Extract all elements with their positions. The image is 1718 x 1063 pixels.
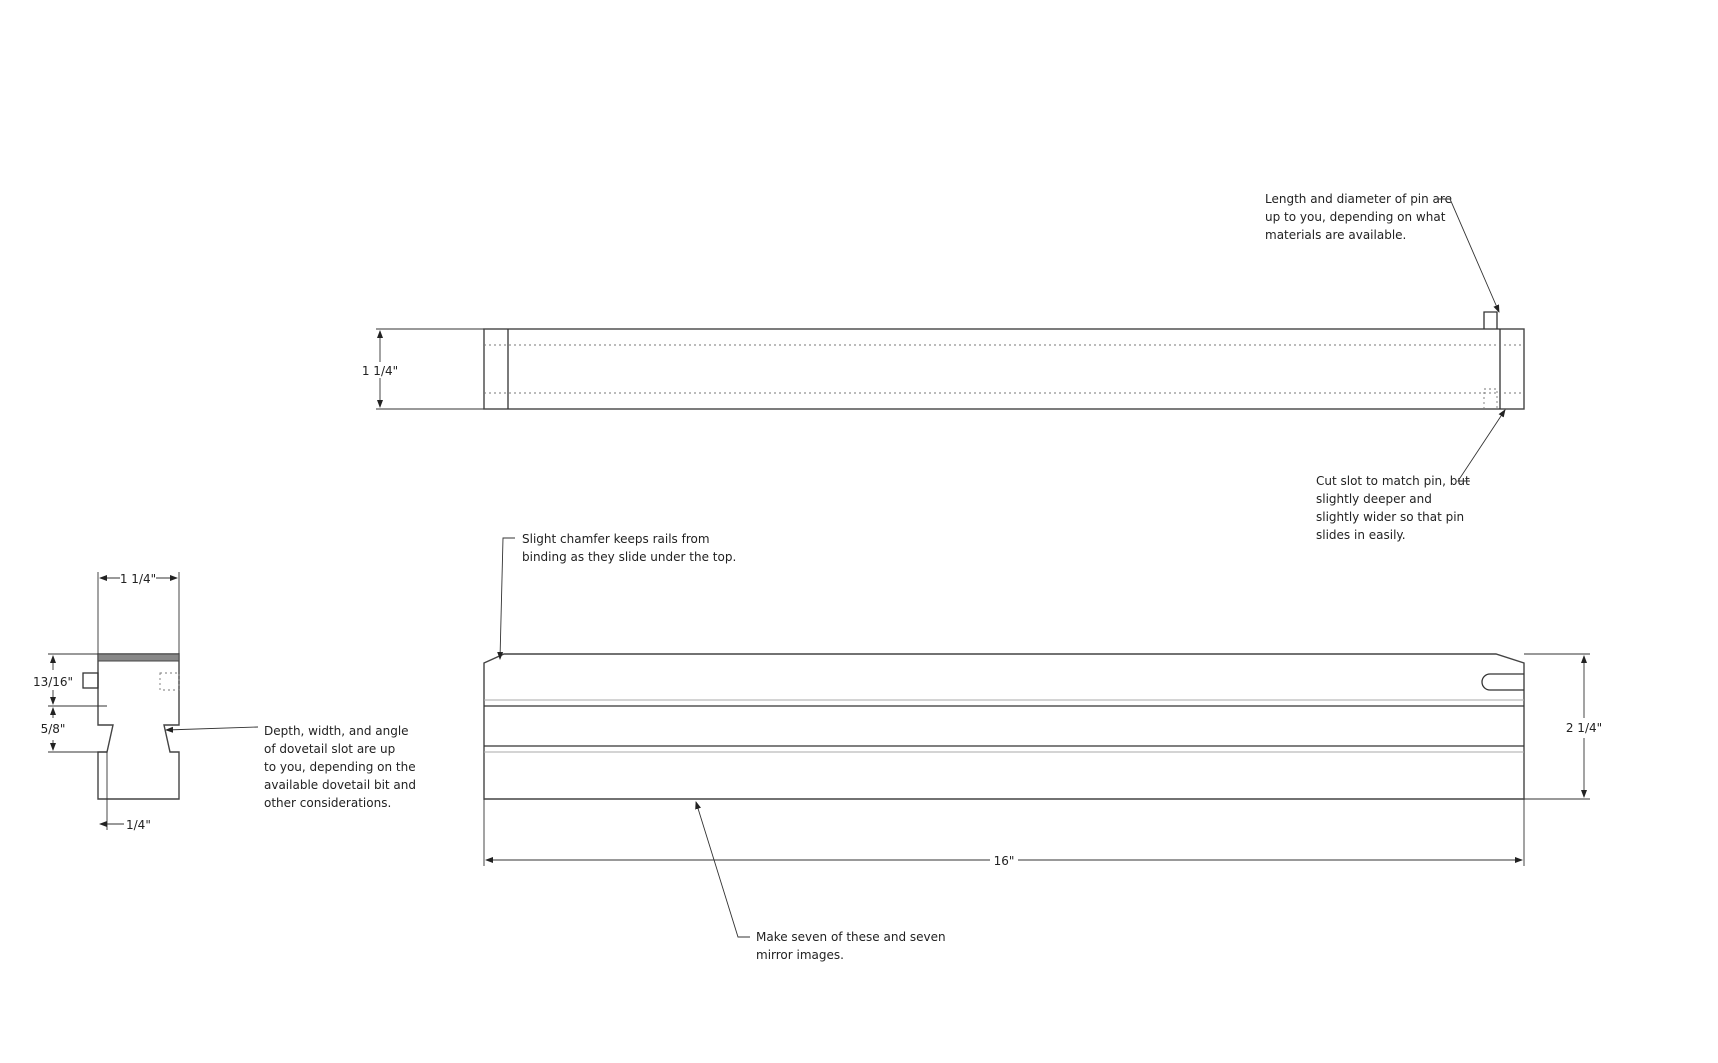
note-chamfer-line-2: binding as they slide under the top. <box>522 550 737 564</box>
side-view-length-dimension <box>484 799 1524 868</box>
side-view-width-label: 2 1/4" <box>1565 721 1603 735</box>
note-pin-line-1: Length and diameter of pin are <box>1265 192 1452 206</box>
note-dovetail-leader <box>166 727 258 730</box>
top-view <box>362 312 1524 409</box>
note-dovetail <box>166 724 420 810</box>
note-make-text <box>756 930 949 962</box>
end-view-width-dimension <box>98 572 179 654</box>
end-view-profile <box>98 654 179 799</box>
note-slot-line-2: slightly deeper and <box>1316 492 1432 506</box>
top-view-thickness-dimension <box>362 329 484 409</box>
top-view-thickness-label: 1 1/4" <box>361 364 399 378</box>
note-make-leader <box>696 802 750 937</box>
note-dovetail-line-2: of dovetail slot are up <box>264 742 396 756</box>
end-view-upper-dimension <box>33 654 107 706</box>
note-slot-leader <box>1458 410 1505 481</box>
end-view-width-label: 1 1/4" <box>119 572 157 586</box>
top-view-pin <box>1484 312 1497 329</box>
note-make <box>696 802 949 962</box>
note-pin-text <box>1265 192 1456 242</box>
note-make-line-2: mirror images. <box>756 948 844 962</box>
note-slot-text <box>1316 474 1474 542</box>
note-chamfer-line-1: Slight chamfer keeps rails from <box>522 532 710 546</box>
note-make-line-1: Make seven of these and seven <box>756 930 946 944</box>
end-view-upper-label: 13/16" <box>32 675 74 689</box>
top-view-rail-outline <box>484 329 1524 409</box>
side-view <box>484 654 1602 868</box>
note-pin <box>1265 192 1499 312</box>
note-chamfer-leader <box>500 538 515 659</box>
note-dovetail-line-3: to you, depending on the <box>264 760 416 774</box>
end-view-top-chamfer-band <box>98 654 179 661</box>
end-view-slot-dimension <box>41 708 107 752</box>
note-dovetail-line-4: available dovetail bit and <box>264 778 417 792</box>
end-view-pin <box>83 673 98 688</box>
end-view <box>33 572 179 832</box>
note-slot-line-4: slides in easily. <box>1316 528 1406 542</box>
note-chamfer-text <box>522 532 736 564</box>
note-slot <box>1316 410 1505 542</box>
side-view-width-dimension <box>1524 654 1602 799</box>
note-dovetail-line-1: Depth, width, and angle <box>264 724 409 738</box>
end-view-slot-label: 5/8" <box>40 722 66 736</box>
note-chamfer <box>500 532 736 659</box>
note-pin-line-3: materials are available. <box>1265 228 1407 242</box>
end-view-bottom-label: 1/4" <box>126 818 151 832</box>
note-dovetail-line-5: other considerations. <box>264 796 392 810</box>
note-slot-line-1: Cut slot to match pin, but <box>1316 474 1470 488</box>
note-pin-line-2: up to you, depending on what <box>1265 210 1446 224</box>
note-dovetail-text <box>264 724 420 810</box>
side-view-length-label: 16" <box>993 854 1015 868</box>
side-view-rail-outline <box>484 654 1524 799</box>
note-slot-line-3: slightly wider so that pin <box>1316 510 1465 524</box>
